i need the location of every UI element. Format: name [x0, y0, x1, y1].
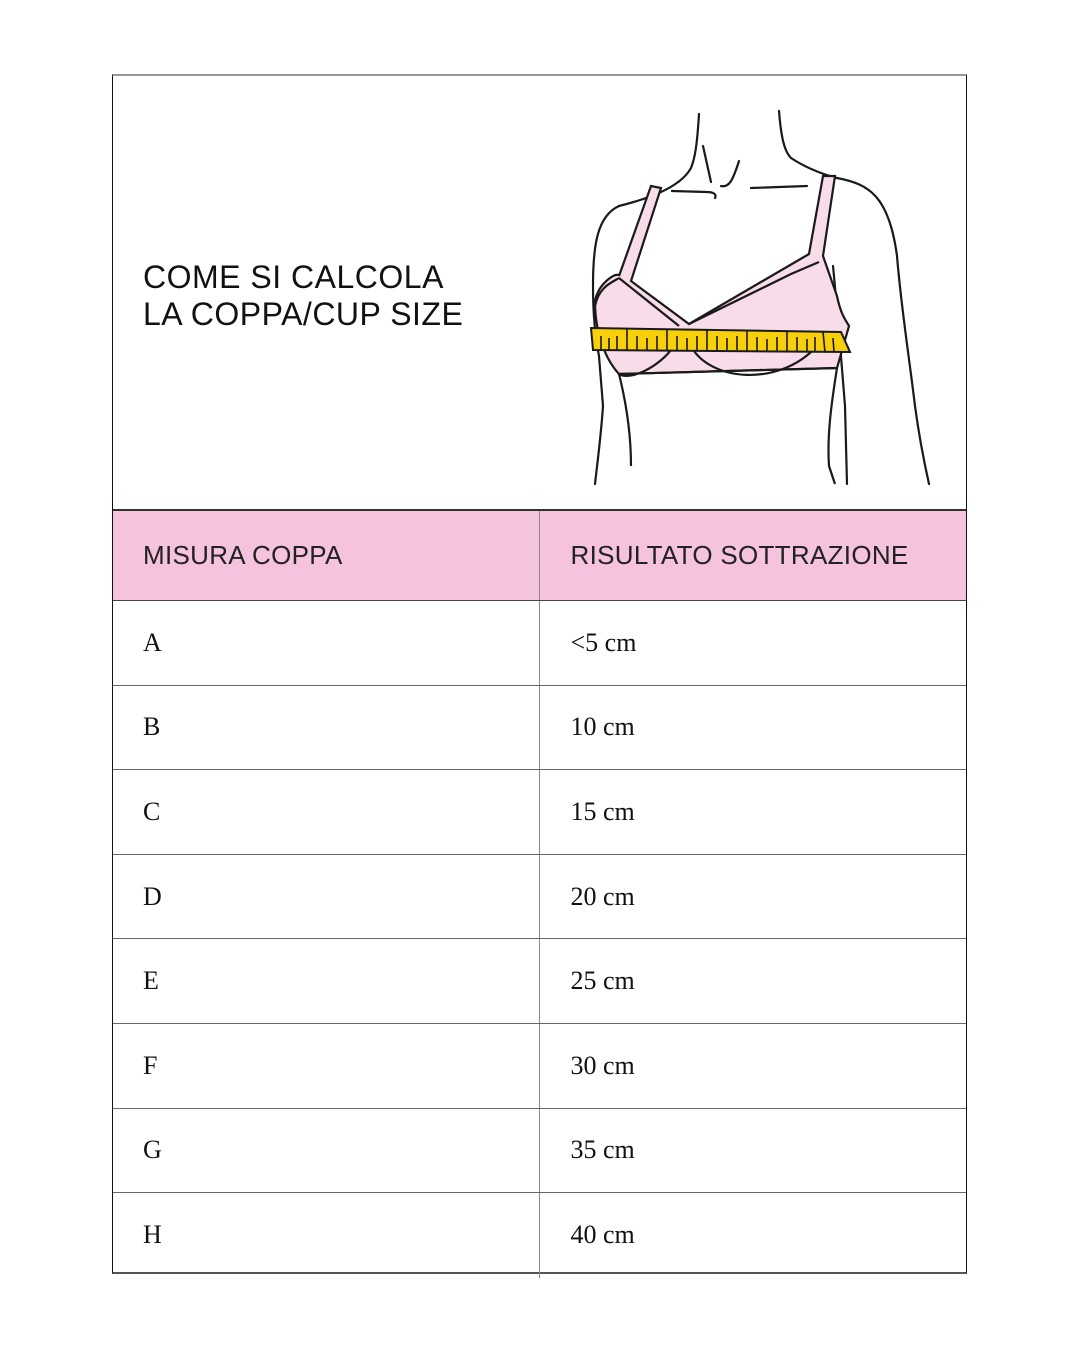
table-row [113, 601, 966, 686]
result-cell: 20 cm [570, 881, 635, 911]
result-cell: 25 cm [570, 966, 635, 996]
cup-cell: A [113, 601, 540, 685]
table-row [113, 1109, 966, 1194]
column-header-subtraction-result: RISULTATO SOTTRAZIONE [570, 540, 909, 570]
cup-size-table [113, 509, 966, 1278]
cup-cell: H [113, 1193, 540, 1278]
column-header-cup-size: MISURA COPPA [113, 511, 540, 600]
table-row [113, 939, 966, 1024]
result-cell: 15 cm [570, 796, 635, 826]
result-cell: 10 cm [570, 712, 635, 742]
size-guide-card [112, 74, 967, 1274]
result-cell: 30 cm [570, 1050, 635, 1080]
table-row [113, 1024, 966, 1109]
table-header-row [113, 509, 966, 601]
page-title [143, 259, 463, 333]
cup-cell: C [113, 770, 540, 854]
cup-cell: E [113, 939, 540, 1023]
cup-cell: F [113, 1024, 540, 1108]
result-cell: 40 cm [570, 1220, 635, 1250]
title-line-1: COME SI CALCOLA [143, 259, 444, 295]
result-cell: 35 cm [570, 1135, 635, 1165]
table-row [113, 686, 966, 771]
intro-section [113, 76, 966, 509]
title-line-2: LA COPPA/CUP SIZE [143, 296, 464, 332]
table-row [113, 855, 966, 940]
result-cell: <5 cm [570, 627, 637, 657]
table-row [113, 770, 966, 855]
cup-cell: G [113, 1109, 540, 1193]
bust-measurement-illustration-icon [579, 106, 939, 486]
cup-cell: D [113, 855, 540, 939]
cup-cell: B [113, 686, 540, 770]
table-row [113, 1193, 966, 1278]
